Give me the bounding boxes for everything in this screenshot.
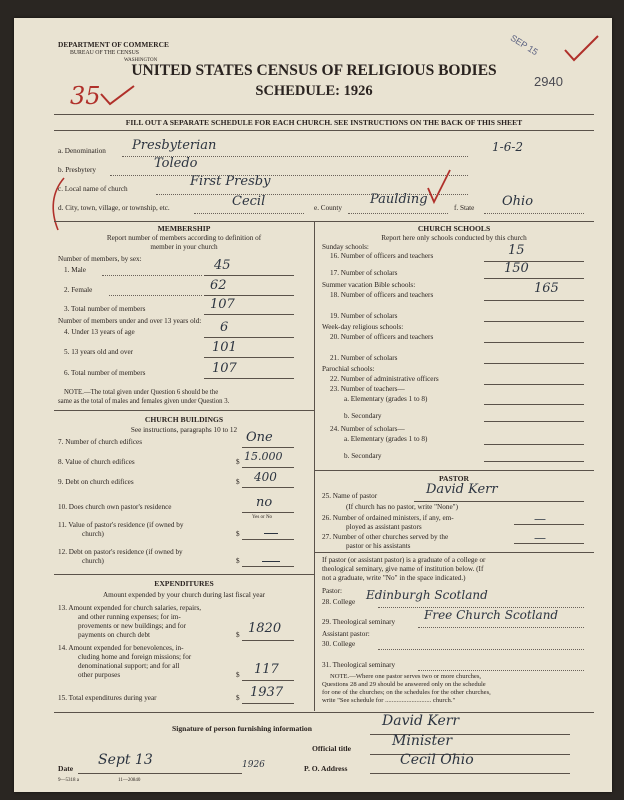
received-stamp-number: 2940	[534, 74, 563, 89]
q21-label: 21. Number of scholars	[330, 354, 398, 362]
signature-label: Signature of person furnishing information	[172, 724, 312, 733]
graduate-instructions-2: theological seminary, give name of institution below. (If	[322, 565, 484, 573]
q10-value[interactable]: no	[256, 495, 273, 510]
summer-label: Summer vacation Bible schools:	[322, 281, 416, 289]
buildings-sub: See instructions, paragraphs 10 to 12	[130, 426, 238, 434]
q27-label-2: pastor or his assistants	[346, 542, 411, 550]
schools-intro: Report here only schools conducted by this church	[381, 234, 527, 242]
q2-label: 2. Female	[64, 286, 93, 294]
pastor-subheading: Pastor:	[322, 587, 342, 595]
q3-value[interactable]: 107	[210, 297, 235, 312]
membership-note: NOTE.—The total given under Question 6 should be the	[64, 389, 219, 396]
q24-label: 24. Number of scholars—	[330, 425, 405, 433]
q16-label: 16. Number of officers and teachers	[330, 252, 434, 260]
q14-value[interactable]: 117	[254, 662, 279, 677]
q17-value[interactable]: 150	[504, 261, 529, 276]
q4-value[interactable]: 6	[220, 320, 229, 335]
dollar-sign: $	[236, 694, 240, 702]
q26-value[interactable]: —	[534, 512, 546, 526]
dollar-sign: $	[236, 671, 240, 679]
q19-label: 19. Number of scholars	[330, 312, 398, 320]
membership-note-2: same as the total of males and females given under Question 3.	[58, 398, 230, 405]
q29-value[interactable]: Free Church Scotland	[424, 608, 559, 622]
q13-label-2: and other running expenses; for im-	[78, 613, 181, 621]
dollar-sign: $	[236, 557, 240, 565]
city-value[interactable]: Cecil	[232, 194, 266, 209]
q26-label: 26. Number of ordained ministers, if any, em-	[322, 514, 454, 522]
pastor-note-2: Questions 28 and 29 should be answered only on the schedule	[322, 681, 486, 688]
schedule-title: SCHEDULE: 1926	[255, 83, 373, 99]
q9-value[interactable]: 400	[254, 470, 277, 484]
red-file-mark: 35	[70, 82, 101, 110]
q24b-label: b. Secondary	[344, 452, 382, 460]
check-mark-icon	[562, 34, 602, 64]
expenditures-sub: Amount expended by your church during last fiscal year	[102, 591, 266, 599]
presbytery-value[interactable]: Toledo	[154, 156, 198, 171]
parochial-label: Parochial schools:	[322, 365, 375, 373]
q6-label: 6. Total number of members	[64, 369, 146, 377]
q3-label: 3. Total number of members	[64, 305, 146, 313]
q2-value[interactable]: 62	[210, 278, 227, 293]
q10-label: 10. Does church own pastor's residence	[58, 503, 172, 511]
q8-value[interactable]: 15.000	[244, 450, 283, 463]
dollar-sign: $	[236, 631, 240, 639]
assistant-pastor-subheading: Assistant pastor:	[322, 630, 370, 638]
print-number: 11—20840	[118, 778, 141, 783]
q13-label-3: provements or new buildings; and for	[78, 622, 186, 630]
denomination-label: a. Denomination	[58, 147, 106, 155]
expenditures-heading: EXPENDITURES	[154, 579, 214, 588]
by-age-label: Number of members under and over 13 years old:	[58, 317, 202, 325]
official-title-value[interactable]: Minister	[392, 733, 453, 749]
local-name-value[interactable]: First Presby	[190, 174, 271, 189]
pastor-name-value[interactable]: David Kerr	[426, 482, 498, 497]
po-address-value[interactable]: Cecil Ohio	[400, 752, 474, 768]
presbytery-label: b. Presbytery	[58, 166, 96, 174]
q23-label: 23. Number of teachers—	[330, 385, 405, 393]
q18-label: 18. Number of officers and teachers	[330, 291, 434, 299]
q18-value[interactable]: 165	[534, 281, 559, 296]
q16-value[interactable]: 15	[508, 243, 525, 258]
q8-label: 8. Value of church edifices	[58, 458, 135, 466]
sunday-label: Sunday schools:	[322, 243, 369, 251]
q5-label: 5. 13 years old and over	[64, 348, 134, 356]
q24a-label: a. Elementary (grades 1 to 8)	[344, 435, 428, 443]
check-mark-icon	[424, 168, 454, 208]
q26-label-2: ployed as assistant pastors	[346, 523, 422, 531]
graduate-instructions: If pastor (or assistant pastor) is a graduate of a college or	[322, 556, 486, 564]
q14-label: 14. Amount expended for benevolences, in-	[58, 644, 184, 652]
q22-label: 22. Number of administrative officers	[330, 375, 439, 383]
q30-label: 30. College	[322, 640, 356, 648]
check-mark-icon	[98, 84, 138, 108]
state-label: f. State	[454, 204, 475, 212]
q7-label: 7. Number of church edifices	[58, 438, 143, 446]
q27-value[interactable]: —	[534, 531, 546, 545]
city-label: WASHINGTON	[124, 58, 158, 63]
q15-value[interactable]: 1937	[250, 685, 284, 700]
local-name-label: c. Local name of church	[58, 185, 128, 193]
year-value: 1926	[242, 760, 265, 770]
q25-label: 25. Name of pastor	[322, 492, 378, 500]
date-value[interactable]: Sept 13	[98, 752, 153, 768]
state-value[interactable]: Ohio	[502, 194, 534, 209]
q11-label-2: church)	[82, 530, 104, 538]
q23b-label: b. Secondary	[344, 412, 382, 420]
q13-value[interactable]: 1820	[248, 621, 282, 636]
form-title: UNITED STATES CENSUS OF RELIGIOUS BODIES	[131, 62, 497, 79]
q14-label-2: cluding home and foreign missions; for	[78, 653, 192, 661]
received-stamp-date: SEP 15	[508, 32, 540, 58]
county-label: e. County	[314, 204, 342, 212]
q12-label: 12. Debt on pastor's residence (if owned by	[58, 548, 183, 556]
buildings-heading: CHURCH BUILDINGS	[144, 415, 224, 424]
q11-label: 11. Value of pastor's residence (if owned by	[58, 521, 184, 529]
signature-value[interactable]: David Kerr	[382, 713, 460, 729]
yes-no-hint: Yes or No	[252, 515, 273, 520]
membership-intro: Report number of members according to definition of	[106, 234, 262, 242]
membership-intro-2: member in your church	[150, 243, 218, 251]
q9-label: 9. Debt on church edifices	[58, 478, 134, 486]
department-label: DEPARTMENT OF COMMERCE	[58, 40, 169, 49]
q6-value[interactable]: 107	[212, 361, 237, 376]
weekday-label: Week-day religious schools:	[322, 323, 404, 331]
dollar-sign: $	[236, 530, 240, 538]
q14-label-4: other purposes	[78, 671, 121, 679]
graduate-instructions-3: not a graduate, write "No" in the space indicated.)	[322, 574, 466, 582]
code-mark: 1-6-2	[492, 140, 524, 154]
q4-label: 4. Under 13 years of age	[64, 328, 135, 336]
pastor-heading: PASTOR	[438, 474, 470, 483]
pastor-note: NOTE.—Where one pastor serves two or more churches,	[330, 673, 482, 680]
q7-value[interactable]: One	[246, 430, 273, 445]
pastor-note-4: write "See schedule for ............................ church."	[322, 697, 456, 704]
q29-label: 29. Theological seminary	[322, 618, 396, 626]
dollar-sign: $	[236, 478, 240, 486]
q13-label: 13. Amount expended for church salaries, repairs,	[58, 604, 202, 612]
official-title-label: Official title	[312, 744, 352, 753]
census-schedule-sheet	[14, 18, 612, 792]
q28-label: 28. College	[322, 598, 356, 606]
q15-label: 15. Total expenditures during year	[58, 694, 157, 702]
date-label: Date	[58, 764, 74, 773]
bureau-label: BUREAU OF THE CENSUS	[70, 50, 139, 56]
schools-heading: CHURCH SCHOOLS	[417, 224, 491, 233]
q28-value[interactable]: Edinburgh Scotland	[366, 588, 488, 602]
dollar-sign: $	[236, 458, 240, 466]
q27-label: 27. Number of other churches served by the	[322, 533, 449, 541]
q1-label: 1. Male	[64, 266, 86, 274]
instruction-line: FILL OUT A SEPARATE SCHEDULE FOR EACH CHURCH. SEE INSTRUCTIONS ON THE BACK OF THIS SHEET	[125, 118, 523, 127]
form-number: 9—5318 a	[58, 778, 79, 783]
q14-label-3: denominational support; and for all	[78, 662, 180, 670]
q12-label-2: church)	[82, 557, 104, 565]
membership-heading: MEMBERSHIP	[157, 224, 211, 233]
q13-label-4: payments on church debt	[78, 631, 151, 639]
q31-label: 31. Theological seminary	[322, 661, 396, 669]
po-address-label: P. O. Address	[304, 764, 348, 773]
q1-value[interactable]: 45	[214, 258, 231, 273]
city-label: d. City, town, village, or township, etc.	[58, 204, 170, 212]
q20-label: 20. Number of officers and teachers	[330, 333, 434, 341]
q17-label: 17. Number of scholars	[330, 269, 398, 277]
q5-value[interactable]: 101	[212, 340, 237, 355]
q23a-label: a. Elementary (grades 1 to 8)	[344, 395, 428, 403]
denomination-value[interactable]: Presbyterian	[132, 138, 217, 153]
by-sex-label: Number of members, by sex:	[58, 255, 142, 263]
pastor-note-3: for one of the churches; on the schedules for the other churches,	[322, 689, 491, 696]
county-value[interactable]: Paulding	[370, 192, 428, 207]
q25-note: (If church has no pastor, write "None")	[346, 503, 458, 511]
